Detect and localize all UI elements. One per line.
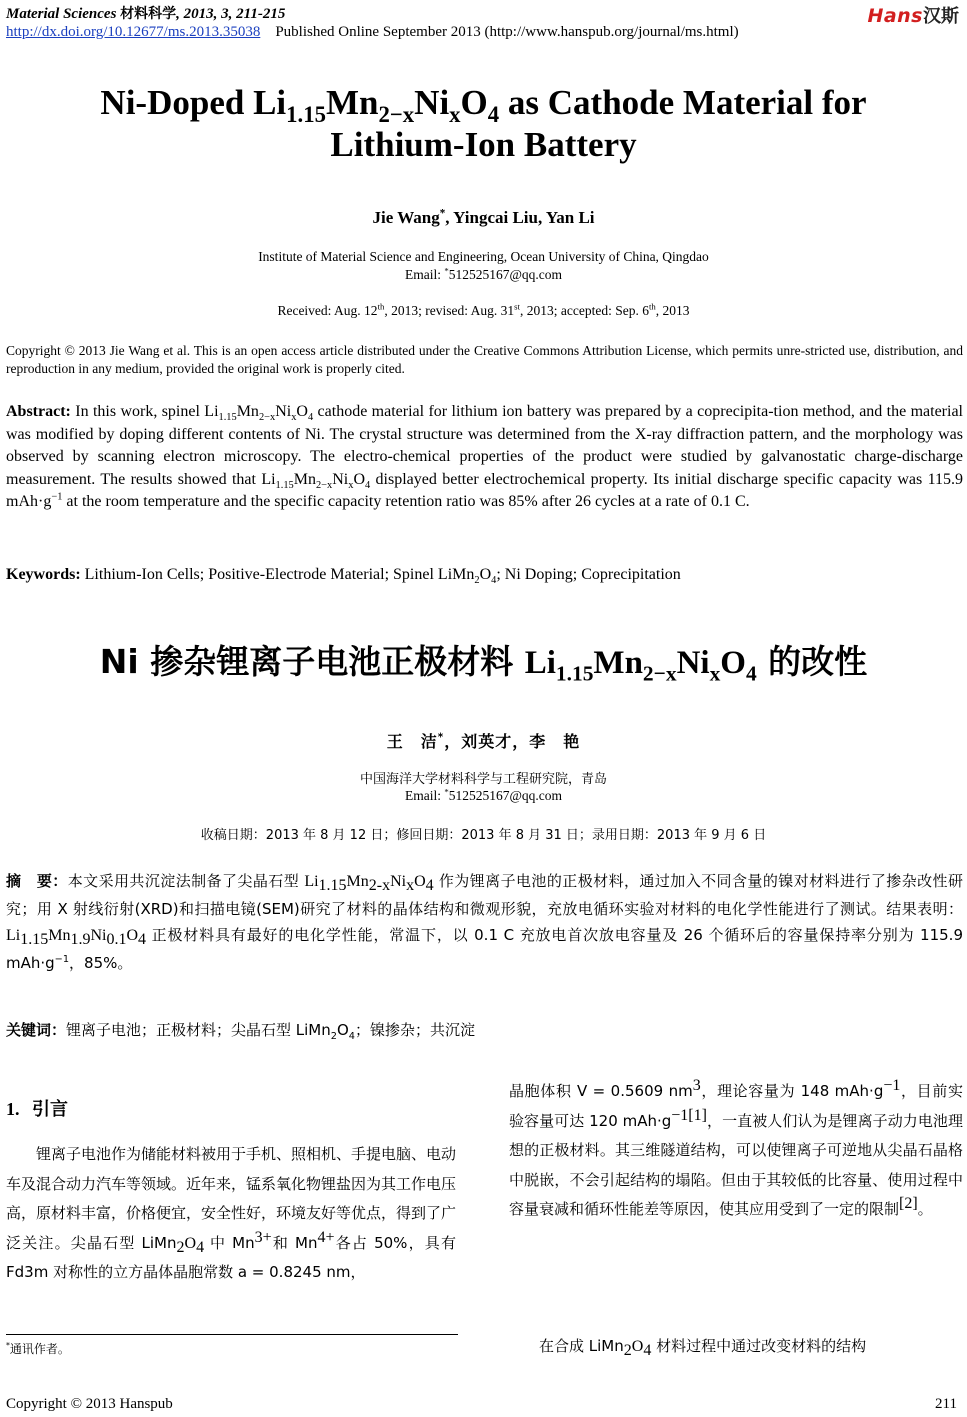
unit-sup: −1	[883, 1077, 901, 1094]
abstract	[6, 401, 963, 514]
cn-keywords	[6, 1017, 963, 1044]
email-line	[0, 267, 967, 283]
body-text: ，理论容量为 148 mAh·g	[700, 1082, 884, 1100]
unit-sup: −1	[54, 953, 70, 965]
cn-received-dates: 收稿日期：2013 年 8 月 12 日；修回日期：2013 年 8 月 31 日；录用日期：2013 年 9 月 6 日	[200, 828, 767, 843]
formula-sub: 4	[491, 575, 497, 587]
formula: O	[631, 1338, 644, 1355]
formula-sub: 2	[623, 1342, 632, 1359]
formula-sub: 2−x	[258, 412, 276, 424]
footer-copyright: Copyright © 2013 Hanspub	[6, 1396, 173, 1412]
body-text: ，一直被人们认为是锂离子动力电池理想的正极材料。其三维隧道结构，可以使锂离子可逆地从尖晶石晶格中脱嵌，不会引起结构的塌陷。但由于其较低的比容量、使用过程中容量衰减和循环性能差等原因，使其应用受到了一定的限制	[509, 1111, 963, 1218]
keywords-text: O	[479, 566, 492, 583]
cn-affiliation: 中国海洋大学材料科学与工程研究院，青岛	[359, 772, 607, 787]
cn-title-formula: Li	[524, 645, 556, 681]
cn-abstract	[6, 868, 963, 976]
body-text: 中 Mn	[204, 1233, 255, 1252]
cn-abstract-text: ，85%。	[69, 953, 133, 972]
formula-sub: x	[291, 412, 297, 424]
email-star: *	[444, 786, 449, 797]
doi-link[interactable]: http://dx.doi.org/10.12677/ms.2013.35038	[6, 24, 261, 40]
cn-abstract-text: 正极材料具有最好的电化学性能，常温下，以 0.1 C 充放电首次放电容量及 26 个循环后的容量保持率分别为 115.9 mAh·g	[6, 926, 963, 972]
body-text: 。	[917, 1200, 933, 1218]
cn-title-sub: 1.15	[555, 661, 594, 686]
section-heading	[6, 1095, 68, 1121]
logo-cn: 汉斯	[923, 6, 959, 27]
formula-sub: 1.15	[318, 877, 347, 894]
hanspub-logo	[867, 2, 959, 28]
formula-sub: 2-x	[368, 877, 391, 894]
cn-title-text: 的改性	[756, 642, 868, 681]
cn-abstract-text: 本文采用共沉淀法制备了尖晶石型	[67, 872, 305, 890]
body-text: 各占 50%，具有 Fd3m 对称性的立方晶体晶胞常数 a = 0.8245 nm，	[6, 1233, 456, 1281]
formula: Ni	[390, 873, 407, 890]
email-star: *	[444, 265, 449, 276]
keywords-text: Lithium-Ion Cells; Positive-Electrode Material; Spinel LiMn	[80, 566, 475, 583]
title-line2: Lithium-Ion Battery	[330, 125, 637, 164]
ordinal: th	[648, 301, 656, 312]
abstract-text: In this work, spinel Li	[70, 403, 219, 420]
logo-latin: Hans	[867, 5, 923, 27]
published-online: Published Online September 2013 (http://www.hanspub.org/journal/ms.html)	[275, 24, 739, 40]
author-names: , Yingcai Liu, Yan Li	[445, 208, 595, 227]
received-text: , 2013; revised: Aug. 31	[384, 303, 515, 318]
corresponding-mark: *	[439, 207, 446, 220]
email-label: Email:	[404, 788, 445, 803]
formula-sub: 4	[307, 412, 314, 424]
unit-sup: 3	[692, 1077, 701, 1094]
formula-sub: x	[348, 479, 354, 491]
title-sub: 2−x	[378, 102, 415, 127]
formula: O	[184, 1234, 197, 1252]
footnote-text: 通讯作者。	[9, 1342, 70, 1356]
formula-sub: 1.9	[70, 931, 91, 948]
section-title: 引言	[32, 1099, 69, 1120]
formula-sub: 4	[365, 479, 371, 491]
cn-title-text: Ni 掺杂锂离子电池正极材料	[99, 642, 525, 681]
formula-sub: x	[406, 877, 415, 894]
formula: Li	[6, 927, 21, 944]
formula: Li	[304, 873, 319, 890]
unit-sup: −1	[51, 491, 63, 503]
right-column-paragraph	[509, 1332, 963, 1362]
abstract-text: displayed better electrochemical property. Its initial discharge specific capacity was 115.9 mAh·g	[6, 470, 963, 510]
cn-title-formula: Ni	[676, 645, 710, 681]
received-text: , 2013; accepted: Sep. 6	[520, 303, 649, 318]
cn-title-sub: 4	[745, 661, 757, 686]
keywords	[6, 564, 963, 587]
journal-name-cn: 材料科学	[120, 6, 177, 22]
copyright-notice: Copyright © 2013 Jie Wang et al. This is an open access article distributed under the Creative Commons Attribution License, which permits unre-stricted use, distribution, and reproduction in any medium, provided the original work is properly cited.	[6, 343, 963, 376]
cn-title-sub: 2−x	[642, 661, 677, 686]
paper-title	[0, 82, 967, 166]
formula-sub: 4	[643, 1342, 652, 1359]
abstract-text: at the room temperature and the specific capacity retention ratio was 85% after 26 cycles at a rate of 0.1 C.	[62, 493, 750, 510]
email-label: Email:	[404, 267, 445, 282]
title-text: O	[460, 83, 488, 122]
formula: O	[126, 927, 139, 944]
journal-name: Material Sciences	[6, 6, 117, 22]
footnote	[6, 1340, 70, 1357]
title-sub: x	[449, 102, 461, 127]
doi-line	[6, 24, 739, 41]
cn-keywords-text: 锂离子电池；正极材料；尖晶石型 LiMn	[66, 1021, 331, 1039]
formula: Mn	[346, 873, 369, 890]
formula-sub: 4	[348, 1031, 356, 1042]
cn-title-formula: O	[720, 645, 746, 681]
cn-paper-title	[0, 636, 967, 686]
formula-sub: 2−x	[315, 479, 333, 491]
body-text: 在合成 LiMn	[539, 1337, 624, 1355]
body-text: 材料过程中通过改变材料的结构	[651, 1337, 867, 1355]
title-text: as Cathode Material for	[499, 83, 867, 122]
abstract-text: Ni	[275, 403, 292, 420]
ordinal: th	[377, 301, 385, 312]
keywords-label: Keywords:	[6, 566, 81, 583]
ordinal: st	[514, 301, 520, 312]
cn-keywords-label: 关键词：	[6, 1021, 67, 1039]
title-text: Ni	[414, 83, 450, 122]
formula: Mn	[48, 927, 71, 944]
body-text: ，目前实验容量可达 120 mAh·g	[509, 1082, 963, 1130]
formula-sub: 1.15	[275, 479, 294, 491]
formula-sub: 1.15	[20, 931, 49, 948]
abstract-text: O	[296, 403, 308, 420]
formula-sub: 1.15	[218, 412, 237, 424]
formula-sub: 4	[138, 931, 147, 948]
section-number: 1.	[6, 1099, 20, 1119]
formula: O	[414, 873, 426, 890]
cn-abstract-label: 摘 要：	[6, 872, 68, 890]
title-text: Ni-Doped Li	[100, 83, 287, 122]
ion-charge: 4+	[317, 1228, 335, 1246]
right-column-text	[509, 1077, 963, 1225]
author-name: Jie Wang	[372, 208, 440, 227]
title-text: Mn	[325, 83, 379, 122]
citation: −1[1]	[671, 1106, 707, 1124]
ion-charge: 3+	[254, 1228, 272, 1246]
cn-author-name: 王 洁	[386, 732, 438, 751]
keywords-text: ; Ni Doping; Coprecipitation	[496, 566, 681, 583]
cn-title-sub: x	[709, 661, 721, 686]
abstract-label: Abstract:	[6, 403, 71, 420]
abstract-text: Ni	[332, 470, 349, 488]
formula-sub: 0.1	[106, 931, 127, 948]
body-text: 晶胞体积 V = 0.5609 nm	[509, 1082, 693, 1100]
cn-keywords-text: O	[336, 1021, 349, 1039]
formula-sub: 2	[176, 1238, 185, 1256]
footnote-rule	[6, 1334, 458, 1335]
volume-info: , 2013, 3, 211-215	[176, 6, 286, 22]
formula-sub: 2	[474, 575, 480, 587]
received-text: Received: Aug. 12	[277, 303, 378, 318]
cn-author-names: ，刘英才，李 艳	[444, 732, 581, 751]
cn-email-line	[0, 788, 967, 804]
affiliation: Institute of Material Science and Engineering, Ocean University of China, Qingdao	[258, 249, 709, 264]
journal-header	[6, 3, 285, 23]
cn-keywords-text: ；镍掺杂；共沉淀	[355, 1021, 476, 1039]
page-number: 211	[935, 1396, 957, 1412]
title-sub: 4	[487, 102, 500, 127]
footnote-star: *	[6, 1341, 10, 1350]
body-text: 锂离子电池作为储能材料被用于手机、照相机、手提电脑、电动车及混合动力汽车等领域。近年来，锰系氧化物锂盐因为其工作电压高，原材料丰富，价格便宜，安全性好，环境友好等优点，得到了广泛关注。尖晶石型 LiMn	[6, 1145, 457, 1252]
formula-sub: 2	[330, 1031, 337, 1042]
corresponding-mark: *	[437, 731, 445, 744]
email-address: 512525167@qq.com	[448, 788, 563, 803]
formula-sub: 4	[196, 1238, 205, 1256]
received-text: , 2013	[655, 303, 690, 318]
formula: Ni	[90, 927, 107, 944]
cn-abstract-text: 作为锂离子电池的正极材料，通过加入不同含量的镍对材料进行了掺杂改性研究；用 X 射线衍射(XRD)和扫描电镜(SEM)研究了材料的晶体结构和微观形貌，充放电循环实验对材料的电化学性能进行了测试。结果表明：	[6, 872, 963, 918]
cn-title-formula: Mn	[593, 645, 643, 681]
received-dates	[0, 303, 967, 319]
abstract-text: Mn	[236, 403, 259, 420]
left-column-text	[6, 1140, 456, 1288]
abstract-text: Mn	[293, 470, 316, 488]
body-text: 和 Mn	[271, 1233, 318, 1252]
cn-author-list	[0, 729, 967, 752]
title-sub: 1.15	[286, 102, 326, 127]
abstract-text: O	[353, 470, 365, 488]
citation: [2]	[899, 1195, 918, 1212]
formula-sub: 4	[425, 877, 434, 894]
email-address: 512525167@qq.com	[448, 267, 563, 282]
author-list	[0, 208, 967, 228]
abstract-text: cathode material for lithium ion battery was prepared by a coprecipita-tion method, and the material was modified by doping different contents of Ni. The crystal structure was determined from the X-ray diffraction pattern, and the morphology was observed by scanning electron microscopy. The electro-chemical properties of the product were studied by galvanostatic charge-discharge measurement. The results showed that Li	[6, 403, 963, 488]
